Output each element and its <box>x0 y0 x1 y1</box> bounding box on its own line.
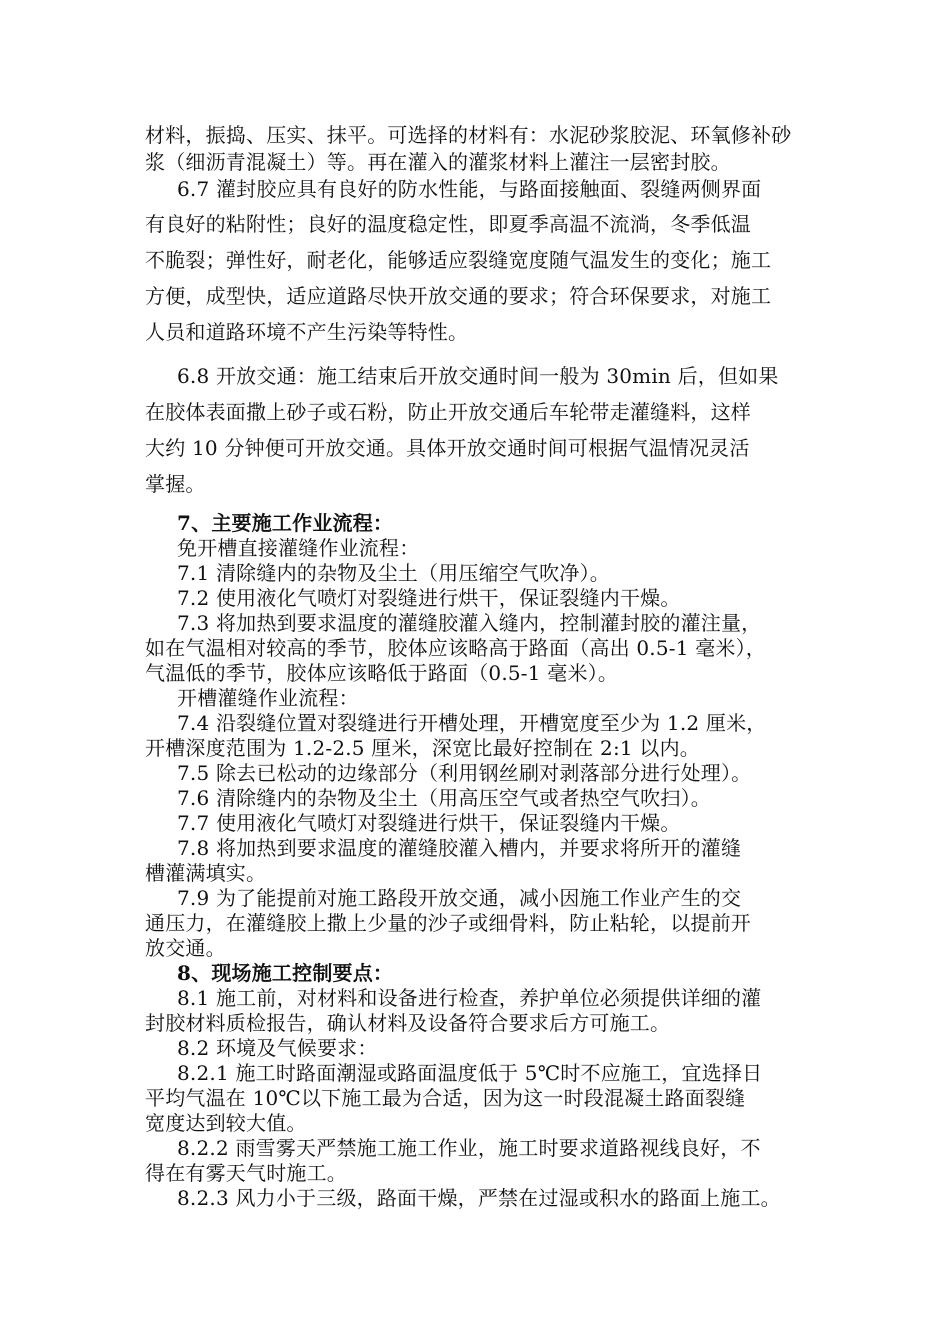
text-line: 8.2 环境及气候要求： <box>177 1036 378 1060</box>
text-line: 开槽深度范围为 1.2-2.5 厘米，深宽比最好控制在 2:1 以内。 <box>145 736 700 760</box>
text-line: 得在有雾天气时施工。 <box>145 1161 347 1185</box>
text-line: 7.8 将加热到要求温度的灌缝胶灌入槽内，并要求将所开的灌缝 <box>177 836 742 860</box>
text-line: 8.2.3 风力小于三级，路面干燥，严禁在过湿或积水的路面上施工。 <box>177 1186 781 1210</box>
text-line: 封胶材料质检报告，确认材料及设备符合要求后方可施工。 <box>145 1011 671 1035</box>
text-line: 材料，振捣、压实、抹平。可选择的材料有：水泥砂浆胶泥、环氧修补砂 <box>145 123 792 147</box>
text-line: 8.2.2 雨雪雾天严禁施工施工作业，施工时要求道路视线良好，不 <box>177 1136 761 1160</box>
text-line: 7.4 沿裂缝位置对裂缝进行开槽处理，开槽宽度至少为 1.2 厘米， <box>177 711 767 735</box>
text-line: 7.1 清除缝内的杂物及尘土（用压缩空气吹净）。 <box>177 561 610 585</box>
text-line: 气温低的季节，胶体应该略低于路面（0.5-1 毫米）。 <box>145 661 619 685</box>
text-line: 7.6 清除缝内的杂物及尘土（用高压空气或者热空气吹扫）。 <box>177 786 711 810</box>
text-line: 7.9 为了能提前对施工路段开放交通，减小因施工作业产生的交 <box>177 886 742 910</box>
section-heading: 7、主要施工作业流程： <box>177 511 394 535</box>
text-line: 7.2 使用液化气喷灯对裂缝进行烘干，保证裂缝内干燥。 <box>177 586 681 610</box>
text-line: 槽灌满填实。 <box>145 861 267 885</box>
text-line: 如在气温相对较高的季节，胶体应该略高于路面（高出 0.5-1 毫米）， <box>145 636 767 660</box>
text-line: 7.3 将加热到要求温度的灌缝胶灌入缝内，控制灌封胶的灌注量， <box>177 611 762 635</box>
text-line: 6.8 开放交通：施工结束后开放交通时间一般为 30min 后，但如果 <box>177 364 779 388</box>
text-line: 7.7 使用液化气喷灯对裂缝进行烘干，保证裂缝内干燥。 <box>177 811 681 835</box>
text-line: 有良好的粘附性；良好的温度稳定性，即夏季高温不流淌，冬季低温 <box>145 212 751 236</box>
text-line: 开槽灌缝作业流程： <box>177 686 359 710</box>
text-line: 浆（细沥青混凝土）等。再在灌入的灌浆材料上灌注一层密封胶。 <box>145 150 731 174</box>
text-line: 大约 10 分钟便可开放交通。具体开放交通时间可根据气温情况灵活 <box>145 436 750 460</box>
text-line: 掌握。 <box>145 472 206 496</box>
text-line: 不脆裂；弹性好，耐老化，能够适应裂缝宽度随气温发生的变化；施工 <box>145 248 772 272</box>
text-line: 免开槽直接灌缝作业流程： <box>177 536 420 560</box>
section-heading: 8、现场施工控制要点： <box>177 961 394 985</box>
text-line: 在胶体表面撒上砂子或石粉，防止开放交通后车轮带走灌缝料，这样 <box>145 400 751 424</box>
text-line: 6.7 灌封胶应具有良好的防水性能，与路面接触面、裂缝两侧界面 <box>177 177 762 201</box>
text-line: 宽度达到较大值。 <box>145 1111 307 1135</box>
text-line: 8.1 施工前，对材料和设备进行检查，养护单位必须提供详细的灌 <box>177 986 762 1010</box>
text-line: 方便，成型快，适应道路尽快开放交通的要求；符合环保要求，对施工 <box>145 284 772 308</box>
text-line: 平均气温在 10℃以下施工最为合适，因为这一时段混凝土路面裂缝 <box>145 1086 746 1110</box>
text-line: 人员和道路环境不产生污染等特性。 <box>145 320 469 344</box>
text-line: 放交通。 <box>145 936 226 960</box>
text-line: 通压力，在灌缝胶上撒上少量的沙子或细骨料，防止粘轮，以提前开 <box>145 911 751 935</box>
text-line: 8.2.1 施工时路面潮湿或路面温度低于 5℃时不应施工，宜选择日 <box>177 1061 763 1085</box>
text-line: 7.5 除去已松动的边缘部分（利用钢丝刷对剥落部分进行处理）。 <box>177 761 752 785</box>
